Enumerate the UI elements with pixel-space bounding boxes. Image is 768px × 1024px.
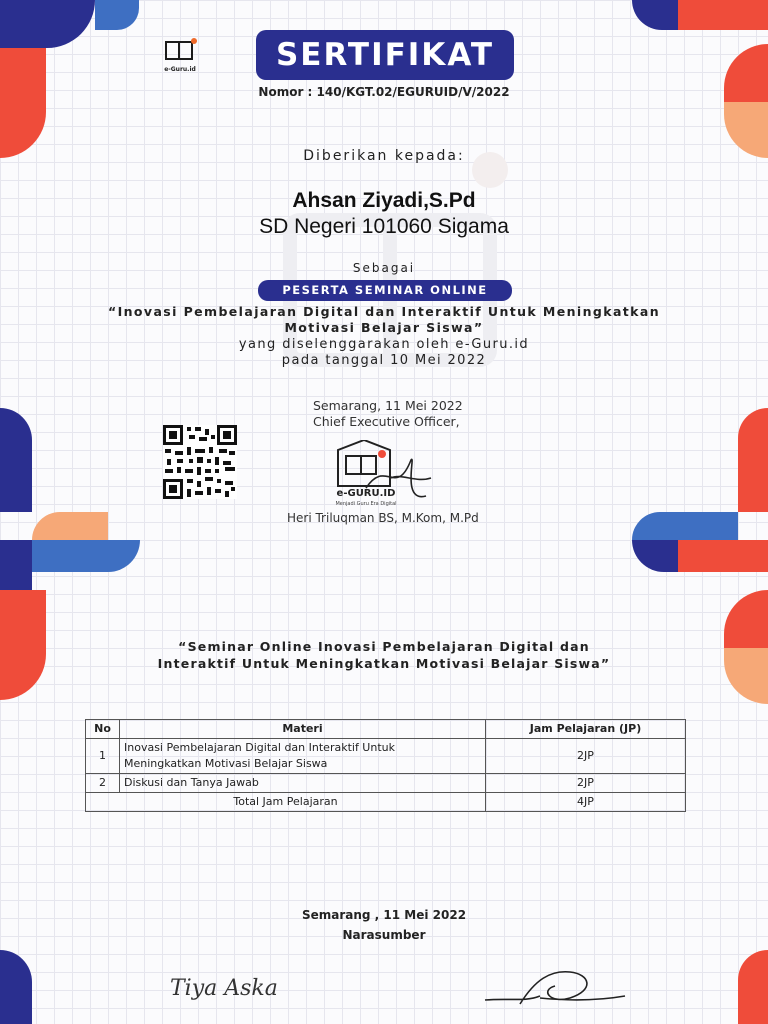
speaker-place-date: Semarang , 11 Mei 2022	[301, 908, 467, 922]
organizer-block	[0, 337, 768, 369]
deco-shape	[632, 512, 738, 540]
certificate-number: Nomor : 140/KGT.02/EGURUID/V/2022	[258, 85, 510, 99]
deco-shape	[95, 0, 139, 30]
qr-code	[163, 425, 237, 499]
syllabus-title-line2: Interaktif Untuk Meningkatkan Motivasi Belajar Siswa”	[157, 656, 611, 671]
deco-shape	[632, 540, 678, 572]
signer-name: Heri Triluqman BS, M.Kom, M.Pd	[287, 511, 479, 525]
row-materi: Diskusi dan Tanya Jawab	[120, 774, 486, 793]
stamp-brand: e-GURU.ID	[336, 488, 396, 499]
table-row	[86, 774, 686, 793]
col-no-header: No	[86, 720, 120, 739]
eguru-logo	[152, 36, 208, 86]
logo-caption: e-Guru.id	[164, 66, 196, 73]
as-label: Sebagai	[352, 261, 416, 275]
organizer: yang diselenggarakan oleh e-Guru.id	[238, 337, 530, 352]
col-jp-header: Jam Pelajaran (JP)	[486, 720, 686, 739]
total-label: Total Jam Pelajaran	[86, 793, 486, 812]
deco-shape	[738, 408, 768, 512]
row-jp: 2JP	[486, 739, 686, 774]
deco-shape	[678, 0, 768, 30]
deco-shape	[738, 950, 768, 1024]
sign-place-date: Semarang, 11 Mei 2022	[313, 398, 463, 413]
row-materi-line2: Meningkatkan Motivasi Belajar Siswa	[124, 757, 328, 770]
deco-shape	[632, 0, 678, 30]
signature-block	[313, 398, 463, 430]
sign-position: Chief Executive Officer,	[313, 414, 460, 429]
syllabus-title	[0, 638, 768, 672]
speaker-signature-scribble	[480, 960, 630, 1024]
table-row	[86, 739, 686, 774]
recipient-school: SD Negeri 101060 Sigama	[259, 215, 509, 238]
table-header-row	[86, 720, 686, 739]
role-badge: PESERTA SEMINAR ONLINE	[258, 280, 512, 301]
stamp-tagline: Menjadi Guru Era Digital	[335, 501, 397, 507]
deco-shape	[0, 408, 32, 512]
deco-shape	[0, 48, 46, 158]
certificate-title: SERTIFIKAT	[256, 30, 514, 80]
deco-shape	[0, 0, 95, 48]
signature-scribble	[356, 448, 436, 508]
deco-shape	[678, 540, 768, 572]
row-jp: 2JP	[486, 774, 686, 793]
row-materi-line1: Inovasi Pembelajaran Digital dan Interaktif Untuk	[124, 741, 395, 754]
total-value: 4JP	[486, 793, 686, 812]
deco-shape	[32, 512, 108, 540]
syllabus-page	[0, 540, 768, 1024]
syllabus-title-line1: “Seminar Online Inovasi Pembelajaran Digital dan	[178, 639, 590, 654]
deco-shape	[0, 950, 32, 1024]
deco-shape	[32, 540, 140, 572]
eguru-stamp	[316, 440, 436, 512]
speaker-role: Narasumber	[342, 928, 426, 942]
table-total-row	[86, 793, 686, 812]
syllabus-table	[85, 719, 686, 812]
event-title-line2: Motivasi Belajar Siswa”	[284, 320, 484, 335]
row-no: 2	[86, 774, 120, 793]
row-materi	[120, 739, 486, 774]
col-materi-header: Materi	[120, 720, 486, 739]
event-title-line1: “Inovasi Pembelajaran Digital dan Interaktif Untuk Meningkatkan	[107, 304, 661, 319]
event-date: pada tanggal 10 Mei 2022	[281, 353, 487, 368]
recipient-name: Ahsan Ziyadi,S.Pd	[292, 189, 476, 212]
event-title	[0, 304, 768, 336]
speaker-signature: Tiya Aska	[170, 976, 278, 1001]
given-to-label: Diberikan kepada:	[303, 148, 465, 164]
book-logo-icon	[162, 36, 198, 62]
deco-shape	[0, 540, 32, 590]
row-no: 1	[86, 739, 120, 774]
